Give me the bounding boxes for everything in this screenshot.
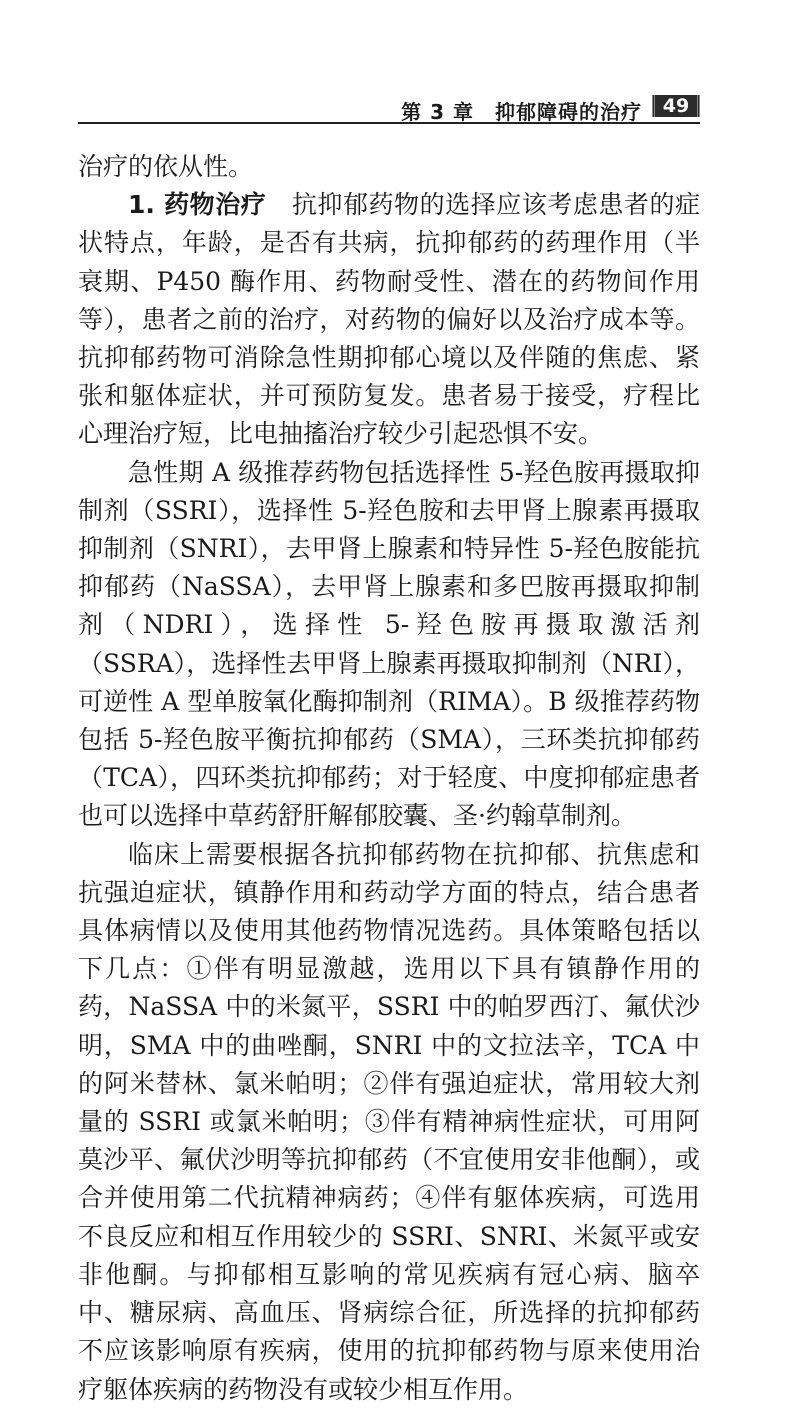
body-text [78,148,700,1409]
running-header [78,92,700,124]
paragraph-text: 抗抑郁药物的选择应该考虑患者的症状特点，年龄，是否有共病，抗抑郁药的药理作用（半衰期、P450 酶作用、药物耐受性、潜在的药物间作用等），患者之前的治疗，对药物的偏好以及治疗成本等。抗抑郁药物可消除急性期抑郁心境以及伴随的焦虑、紧张和躯体症状，并可预防复发。患者易于接受，疗程比心理治疗短，比电抽搐治疗较少引起恐惧不安。 [78,190,700,449]
paragraph-drug-therapy [78,186,700,453]
paragraph-recommended-drugs: 急性期 A 级推荐药物包括选择性 5-羟色胺再摄取抑制剂（SSRI），选择性 5-羟色胺和去甲肾上腺素再摄取抑制剂（SNRI），去甲肾上腺素和特异性 5-羟色胺能抗抑郁药（NaSSA），去甲肾上腺素和多巴胺再摄取抑制剂（NDRI），选择性 5-羟色胺再摄取激活剂（SSRA），选择性去甲肾上腺素再摄取抑制剂（NRI），可逆性 A 型单胺氧化酶抑制剂（RIMA）。B 级推荐药物包括 5-羟色胺平衡抗抑郁药（SMA），三环类抗抑郁药（TCA），四环类抗抑郁药；对于轻度、中度抑郁症患者也可以选择中草药舒肝解郁胶囊、圣·约翰草制剂。 [78,457,700,831]
page-number: 49 [652,95,700,117]
chapter-title: 第 3 章 抑郁障碍的治疗 [401,100,642,124]
paragraph-continuation: 治疗的依从性。 [78,152,254,181]
section-heading: 1. 药物治疗 [128,190,267,220]
paragraph-selection-strategy: 临床上需要根据各抗抑郁药物在抗抑郁、抗焦虑和抗强迫症状，镇静作用和药动学方面的特点，结合患者具体病情以及使用其他药物情况选药。具体策略包括以下几点：①伴有明显激越，选用以下具有镇静作用的药，NaSSA 中的米氮平，SSRI 中的帕罗西汀、氟伏沙明，SMA 中的曲唑酮，SNRI 中的文拉法辛，TCA 中的阿米替林、氯米帕明；②伴有强迫症状，常用较大剂量的 SSRI 或氯米帕明；③伴有精神病性症状，可用阿莫沙平、氟伏沙明等抗抑郁药（不宜使用安非他酮），或合并使用第二代抗精神病药；④伴有躯体疾病，可选用不良反应和相互作用较少的 SSRI、SNRI、米氮平或安非他酮。与抑郁相互影响的常见疾病有冠心病、脑卒中、糖尿病、高血压、肾病综合征，所选择的抗抑郁药不应该影响原有疾病，使用的抗抑郁药物与原来使用治疗躯体疾病的药物没有或较少相互作用。 [78,839,700,1404]
